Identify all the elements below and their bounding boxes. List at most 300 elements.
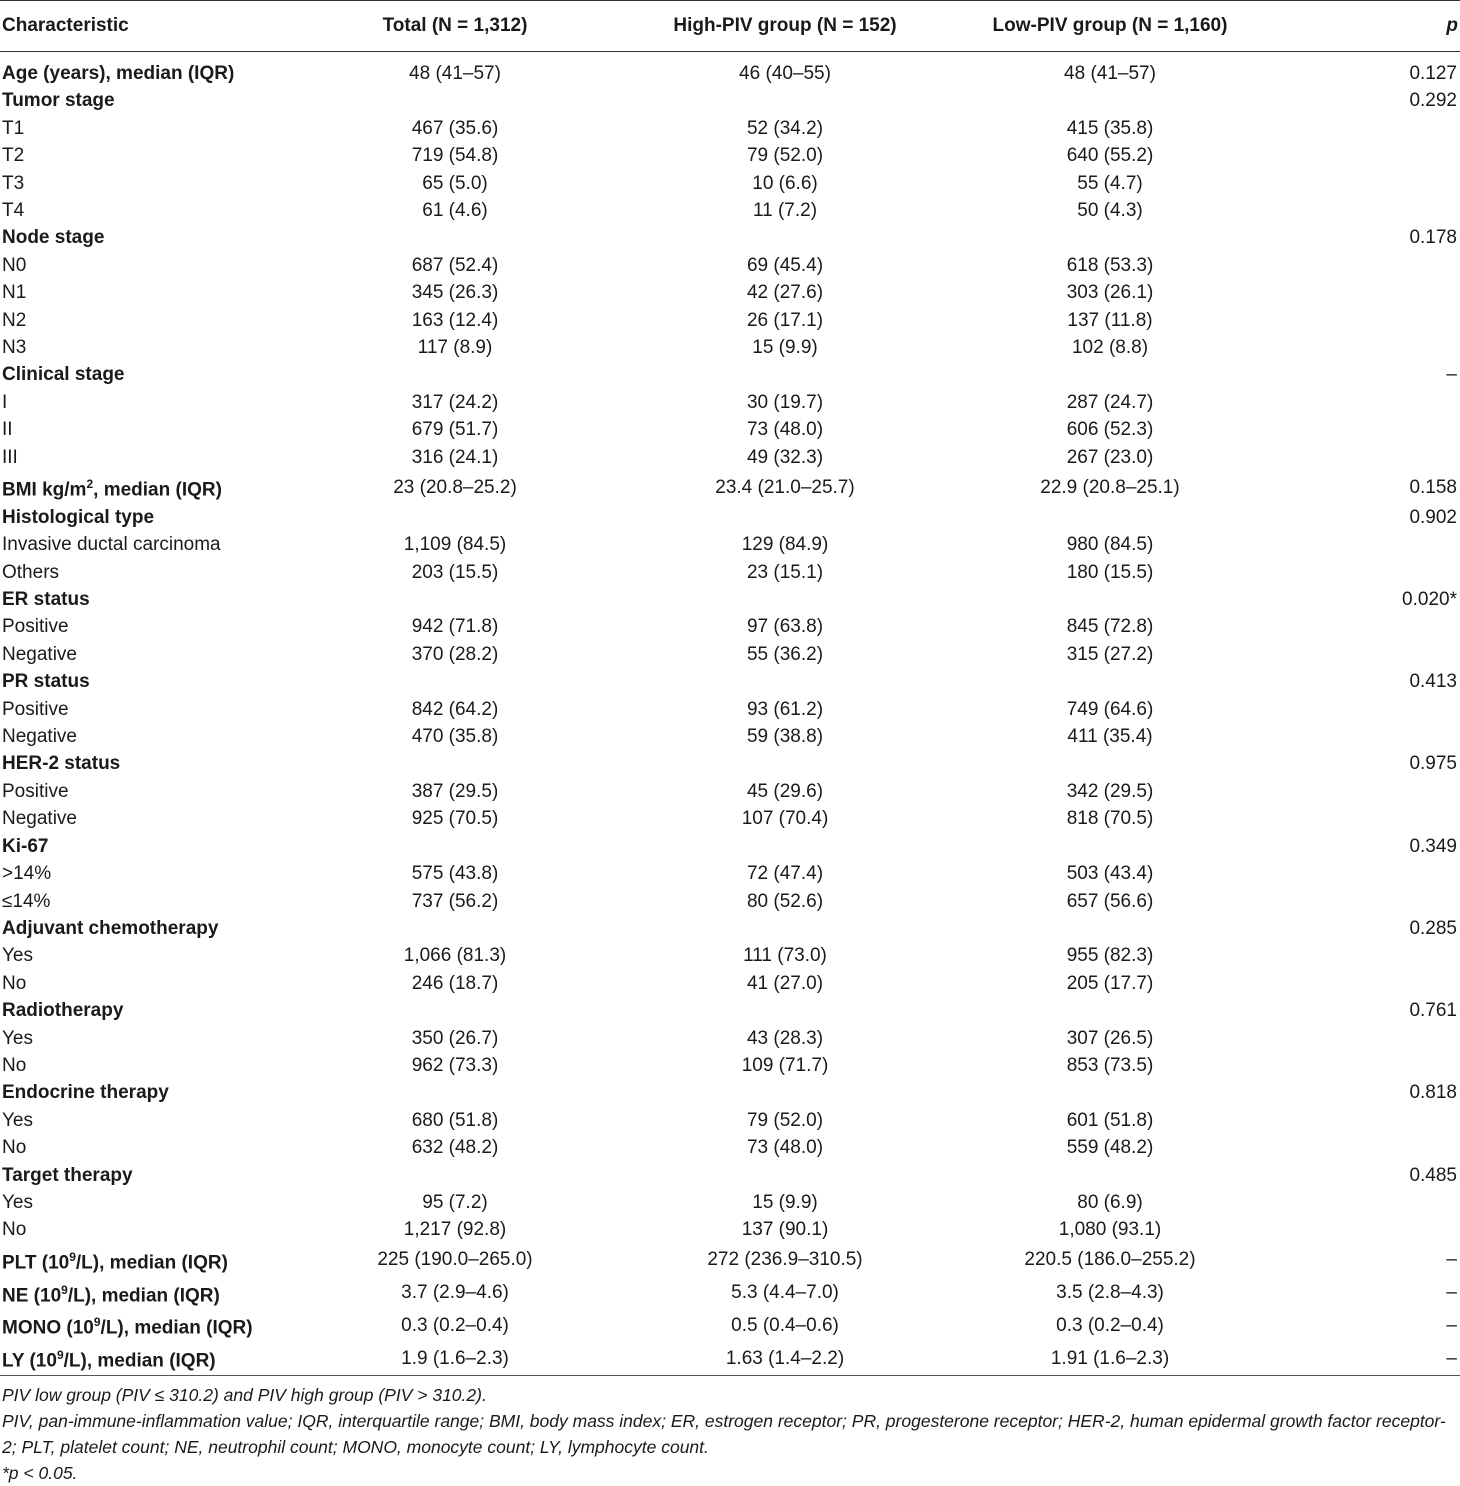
header-spacer — [0, 52, 1460, 61]
table-row — [0, 60, 1460, 87]
row-label — [0, 970, 290, 997]
cell-p-value: 0.127 — [1409, 63, 1457, 84]
row-label — [0, 334, 290, 361]
cell-low-piv: 980 (84.5) — [1066, 534, 1154, 556]
cell-p-value — [1270, 170, 1460, 197]
cell-low-piv: 205 (17.7) — [1066, 972, 1154, 994]
cell-high-piv: 79 (52.0) — [746, 145, 824, 167]
cell-p-value — [1270, 444, 1460, 471]
row-label — [0, 252, 290, 279]
cell-p-value — [1270, 613, 1460, 640]
row-label — [0, 915, 290, 942]
cell-high-piv — [620, 915, 950, 942]
cell-high-piv: 93 (61.2) — [746, 698, 824, 720]
cell-low-piv: 102 (8.8) — [1071, 337, 1149, 359]
row-label-text: Positive — [2, 698, 69, 720]
row-label-superscript: 9 — [93, 1315, 101, 1330]
cell-total: 117 (8.9) — [417, 337, 493, 359]
row-label — [0, 416, 290, 443]
cell-high-piv — [620, 668, 950, 695]
cell-low-piv — [950, 833, 1270, 860]
row-label-text: Node stage — [2, 227, 105, 249]
cell-high-piv: 109 (71.7) — [741, 1054, 829, 1076]
cell-p-value — [1270, 389, 1460, 416]
row-label — [0, 224, 290, 251]
row-label-text: N2 — [2, 309, 27, 331]
row-label — [0, 60, 290, 87]
cell-p-value: 0.761 — [1409, 1000, 1457, 1022]
row-label-text: LY (10 — [2, 1350, 57, 1372]
row-label — [0, 1309, 290, 1342]
cell-high-piv: 10 (6.6) — [752, 172, 818, 194]
cell-low-piv — [950, 997, 1270, 1024]
table-row — [0, 1189, 1460, 1216]
row-label — [0, 559, 290, 586]
row-label — [0, 1134, 290, 1161]
row-label — [0, 1162, 290, 1189]
cell-total: 387 (29.5) — [411, 780, 499, 802]
header-row — [0, 1, 1460, 52]
table-row — [0, 970, 1460, 997]
table-row — [0, 87, 1460, 114]
table-row — [0, 389, 1460, 416]
table-row — [0, 668, 1460, 695]
cell-total: 467 (35.6) — [411, 117, 499, 139]
row-label-text: Positive — [2, 616, 69, 638]
cell-total: 3.7 (2.9–4.6) — [401, 1282, 509, 1304]
row-label-text: T2 — [2, 145, 25, 167]
row-label-text: T4 — [2, 200, 25, 222]
cell-low-piv: 3.5 (2.8–4.3) — [1056, 1282, 1164, 1304]
cell-p-value: 0.285 — [1409, 917, 1457, 939]
row-label-text: Negative — [2, 726, 77, 748]
cell-p-value — [1270, 641, 1460, 668]
row-label-suffix: /L), median (IQR) — [100, 1317, 253, 1339]
cell-p-value — [1270, 559, 1460, 586]
cell-low-piv: 749 (64.6) — [1066, 698, 1154, 720]
cell-high-piv: 5.3 (4.4–7.0) — [731, 1282, 839, 1304]
cell-low-piv: 845 (72.8) — [1066, 616, 1154, 638]
table-row — [0, 723, 1460, 750]
row-label-text: Yes — [2, 1109, 33, 1131]
row-label — [0, 723, 290, 750]
row-label — [0, 696, 290, 723]
row-label-text: BMI kg/m — [2, 479, 87, 501]
cell-high-piv: 272 (236.9–310.5) — [707, 1249, 863, 1271]
cell-p-value — [1270, 279, 1460, 306]
row-label — [0, 888, 290, 915]
table-row — [0, 361, 1460, 388]
cell-total: 1,217 (92.8) — [403, 1219, 507, 1241]
cell-total: 0.3 (0.2–0.4) — [401, 1314, 509, 1336]
cell-p-value — [1270, 805, 1460, 832]
row-label — [0, 860, 290, 887]
cell-total: 345 (26.3) — [411, 282, 499, 304]
row-label-text: Tumor stage — [2, 90, 115, 112]
row-label-text: >14% — [2, 863, 52, 885]
cell-high-piv — [620, 87, 950, 114]
cell-low-piv: 307 (26.5) — [1066, 1027, 1154, 1049]
row-label-text: No — [2, 1054, 27, 1076]
row-label-text: NE (10 — [2, 1284, 62, 1306]
cell-high-piv: 45 (29.6) — [746, 780, 824, 802]
table-row — [0, 279, 1460, 306]
cell-p-value: 0.485 — [1409, 1164, 1457, 1186]
column-header-high-piv: High-PIV group (N = 152) — [620, 1, 950, 52]
cell-low-piv: 50 (4.3) — [1077, 200, 1143, 222]
row-label-suffix: , median (IQR) — [93, 479, 222, 501]
cell-low-piv: 220.5 (186.0–255.2) — [1024, 1249, 1196, 1271]
row-label — [0, 613, 290, 640]
cell-low-piv — [950, 504, 1270, 531]
row-label-text: Negative — [2, 643, 77, 665]
row-label — [0, 641, 290, 668]
table-row — [0, 696, 1460, 723]
cell-high-piv: 41 (27.0) — [746, 972, 824, 994]
cell-total — [290, 361, 620, 388]
table-row — [0, 1107, 1460, 1134]
row-label — [0, 1079, 290, 1106]
row-label — [0, 778, 290, 805]
row-label — [0, 170, 290, 197]
cell-low-piv: 315 (27.2) — [1066, 643, 1154, 665]
cell-total: 370 (28.2) — [411, 643, 499, 665]
cell-total — [290, 915, 620, 942]
cell-total: 1,109 (84.5) — [403, 534, 507, 556]
cell-total: 48 (41–57) — [409, 63, 501, 84]
cell-high-piv: 80 (52.6) — [746, 890, 824, 912]
cell-high-piv: 15 (9.9) — [752, 1191, 818, 1213]
row-label-text: No — [2, 1219, 27, 1241]
cell-high-piv: 30 (19.7) — [746, 391, 824, 413]
row-label-superscript: 9 — [61, 1282, 68, 1297]
cell-low-piv: 22.9 (20.8–25.1) — [1040, 476, 1180, 498]
cell-total: 687 (52.4) — [411, 254, 499, 276]
table-row — [0, 1277, 1460, 1310]
table-row — [0, 416, 1460, 443]
cell-p-value — [1270, 942, 1460, 969]
cell-low-piv: 559 (48.2) — [1066, 1137, 1154, 1159]
table-row — [0, 471, 1460, 504]
cell-total: 95 (7.2) — [422, 1191, 488, 1213]
cell-total: 679 (51.7) — [411, 419, 499, 441]
row-label-text: MONO (10 — [2, 1317, 94, 1339]
row-label-text: PLT (10 — [2, 1252, 70, 1274]
row-label-text: Yes — [2, 1027, 33, 1049]
row-label-superscript: 9 — [69, 1249, 76, 1264]
cell-low-piv: 303 (26.1) — [1066, 282, 1154, 304]
row-label — [0, 115, 290, 142]
cell-total — [290, 87, 620, 114]
cell-total: 1,066 (81.3) — [403, 945, 507, 967]
cell-p-value: – — [1446, 364, 1457, 386]
footnote-abbreviations: PIV, pan-immune-inflammation value; IQR, interquartile range; BMI, body mass index; ER, estrogen receptor; PR, progesterone receptor; HER-2, human epidermal growth factor receptor-2; PLT, platelet count; NE, neutrophil count; MONO, monocyte count; LY, lymphocyte count. — [2, 1410, 1446, 1457]
row-label — [0, 197, 290, 224]
cell-high-piv: 73 (48.0) — [746, 1137, 824, 1159]
table-row — [0, 252, 1460, 279]
cell-high-piv: 69 (45.4) — [746, 254, 824, 276]
row-label-text: III — [2, 446, 18, 468]
cell-total: 719 (54.8) — [411, 145, 499, 167]
cell-total: 680 (51.8) — [411, 1109, 499, 1131]
row-label-text: Endocrine therapy — [2, 1082, 169, 1104]
row-label — [0, 307, 290, 334]
cell-high-piv: 23.4 (21.0–25.7) — [715, 476, 855, 498]
row-label-text: Clinical stage — [2, 364, 125, 386]
cell-low-piv: 411 (35.4) — [1067, 726, 1153, 748]
cell-total: 942 (71.8) — [411, 616, 499, 638]
cell-high-piv: 72 (47.4) — [746, 863, 824, 885]
cell-p-value — [1270, 860, 1460, 887]
cell-low-piv — [950, 586, 1270, 613]
cell-p-value — [1270, 1025, 1460, 1052]
cell-high-piv: 55 (36.2) — [746, 643, 824, 665]
cell-low-piv: 287 (24.7) — [1066, 391, 1154, 413]
cell-total: 842 (64.2) — [411, 698, 499, 720]
cell-high-piv: 43 (28.3) — [746, 1027, 824, 1049]
cell-total — [290, 586, 620, 613]
column-header-low-piv: Low-PIV group (N = 1,160) — [950, 1, 1270, 52]
footnote-significance: *p < 0.05. — [2, 1462, 78, 1483]
row-label — [0, 586, 290, 613]
row-label-text: Yes — [2, 945, 33, 967]
table-row — [0, 1309, 1460, 1342]
cell-low-piv — [950, 361, 1270, 388]
row-label — [0, 504, 290, 531]
cell-high-piv: 42 (27.6) — [746, 282, 824, 304]
cell-high-piv — [620, 997, 950, 1024]
cell-total — [290, 750, 620, 777]
row-label-text: No — [2, 972, 27, 994]
row-label — [0, 942, 290, 969]
cell-p-value — [1270, 970, 1460, 997]
row-label-text: Others — [2, 561, 60, 583]
table-row — [0, 224, 1460, 251]
cell-high-piv: 0.5 (0.4–0.6) — [731, 1314, 839, 1336]
cell-total: 61 (4.6) — [422, 200, 488, 222]
cell-p-value: 0.292 — [1409, 90, 1457, 112]
cell-p-value: 0.158 — [1409, 476, 1457, 498]
row-label — [0, 1277, 290, 1310]
cell-total — [290, 833, 620, 860]
cell-total: 575 (43.8) — [411, 863, 499, 885]
row-label — [0, 1025, 290, 1052]
cell-high-piv — [620, 361, 950, 388]
cell-p-value — [1270, 1107, 1460, 1134]
cell-high-piv: 79 (52.0) — [746, 1109, 824, 1131]
cell-low-piv: 1,080 (93.1) — [1058, 1219, 1162, 1241]
cell-p-value — [1270, 888, 1460, 915]
cell-low-piv: 55 (4.7) — [1077, 172, 1143, 194]
cell-high-piv: 49 (32.3) — [746, 446, 824, 468]
cell-p-value — [1270, 1134, 1460, 1161]
cell-p-value: – — [1446, 1314, 1457, 1336]
table-row — [0, 778, 1460, 805]
table-row — [0, 1079, 1460, 1106]
table-row — [0, 1342, 1460, 1375]
cell-high-piv: 107 (70.4) — [741, 808, 829, 830]
row-label-text: PR status — [2, 671, 90, 693]
row-label-text: ≤14% — [2, 890, 51, 912]
cell-high-piv: 23 (15.1) — [746, 561, 824, 583]
cell-high-piv — [620, 1162, 950, 1189]
table-row — [0, 1162, 1460, 1189]
cell-low-piv — [950, 1162, 1270, 1189]
cell-low-piv: 1.91 (1.6–2.3) — [950, 1342, 1270, 1375]
cell-total — [290, 668, 620, 695]
table-row — [0, 586, 1460, 613]
cell-p-value — [1270, 252, 1460, 279]
row-label — [0, 668, 290, 695]
row-label-text: Age (years), median (IQR) — [2, 63, 235, 84]
cell-total: 203 (15.5) — [411, 561, 499, 583]
row-label — [0, 833, 290, 860]
cell-high-piv: 1.63 (1.4–2.2) — [620, 1342, 950, 1375]
table-row — [0, 334, 1460, 361]
table-footnotes — [0, 1376, 1460, 1486]
cell-p-value — [1270, 696, 1460, 723]
cell-p-value: – — [1446, 1282, 1457, 1304]
row-label — [0, 1216, 290, 1243]
cell-total: 23 (20.8–25.2) — [393, 476, 517, 498]
row-label-text: N3 — [2, 337, 27, 359]
cell-total: 225 (190.0–265.0) — [377, 1249, 533, 1271]
cell-low-piv: 180 (15.5) — [1066, 561, 1154, 583]
cell-high-piv: 129 (84.9) — [741, 534, 829, 556]
row-label-suffix: /L), median (IQR) — [63, 1350, 216, 1372]
table-row — [0, 142, 1460, 169]
cell-high-piv: 73 (48.0) — [746, 419, 824, 441]
column-header-p: p — [1270, 1, 1460, 52]
cell-low-piv: 415 (35.8) — [1066, 117, 1154, 139]
cell-p-value — [1270, 1216, 1460, 1243]
row-label — [0, 444, 290, 471]
cell-total: 1.9 (1.6–2.3) — [290, 1342, 620, 1375]
table-row — [0, 1052, 1460, 1079]
table-row — [0, 1216, 1460, 1243]
cell-p-value — [1270, 307, 1460, 334]
table-row — [0, 531, 1460, 558]
cell-high-piv — [620, 833, 950, 860]
cell-total: 470 (35.8) — [411, 726, 499, 748]
row-label — [0, 1107, 290, 1134]
cell-high-piv — [620, 224, 950, 251]
cell-low-piv: 342 (29.5) — [1066, 780, 1154, 802]
cell-p-value: 0.413 — [1409, 671, 1457, 693]
row-label — [0, 1342, 290, 1375]
row-label-text: N1 — [2, 282, 27, 304]
table-row — [0, 833, 1460, 860]
table-row — [0, 613, 1460, 640]
cell-total: 350 (26.7) — [411, 1027, 499, 1049]
cell-high-piv: 59 (38.8) — [746, 726, 824, 748]
cell-low-piv: 606 (52.3) — [1066, 419, 1154, 441]
row-label — [0, 805, 290, 832]
cell-high-piv — [620, 504, 950, 531]
table-row — [0, 997, 1460, 1024]
table-row — [0, 170, 1460, 197]
cell-p-value — [1270, 115, 1460, 142]
row-label-text: Negative — [2, 808, 77, 830]
row-label — [0, 1052, 290, 1079]
cell-total — [290, 997, 620, 1024]
row-label — [0, 471, 290, 504]
table-row — [0, 1134, 1460, 1161]
cell-p-value: 0.178 — [1409, 227, 1457, 249]
row-label-text: Ki-67 — [2, 835, 49, 857]
row-label-text: No — [2, 1137, 27, 1159]
cell-low-piv: 503 (43.4) — [1066, 863, 1154, 885]
cell-high-piv: 52 (34.2) — [746, 117, 824, 139]
row-label — [0, 750, 290, 777]
cell-p-value: 0.349 — [1409, 835, 1457, 857]
table-row — [0, 1244, 1460, 1277]
cell-p-value — [1270, 1189, 1460, 1216]
cell-p-value — [1270, 142, 1460, 169]
row-label-text: ER status — [2, 589, 90, 611]
row-label — [0, 361, 290, 388]
row-label — [0, 1189, 290, 1216]
row-label-text: Yes — [2, 1191, 33, 1213]
cell-low-piv: 267 (23.0) — [1066, 446, 1154, 468]
table-row — [0, 197, 1460, 224]
cell-total: 962 (73.3) — [411, 1054, 499, 1076]
table-row — [0, 888, 1460, 915]
cell-total: 925 (70.5) — [411, 808, 499, 830]
table-row — [0, 559, 1460, 586]
row-label-text: T1 — [2, 117, 25, 139]
cell-p-value — [1270, 531, 1460, 558]
table-row — [0, 1025, 1460, 1052]
cell-high-piv — [620, 586, 950, 613]
cell-p-value — [1270, 416, 1460, 443]
cell-p-value — [1270, 197, 1460, 224]
cell-total: 316 (24.1) — [411, 446, 499, 468]
row-label — [0, 997, 290, 1024]
cell-p-value: 0.818 — [1409, 1082, 1457, 1104]
row-label-text: Histological type — [2, 506, 155, 528]
row-label-text: T3 — [2, 172, 25, 194]
cell-p-value: 0.020* — [1402, 589, 1457, 611]
row-label-text: Positive — [2, 780, 69, 802]
row-label-superscript: 9 — [56, 1348, 64, 1362]
table-body — [0, 52, 1460, 1376]
cell-high-piv: 46 (40–55) — [739, 63, 831, 84]
cell-low-piv: 657 (56.6) — [1066, 890, 1154, 912]
row-label — [0, 279, 290, 306]
cell-total — [290, 1079, 620, 1106]
row-label-text: Target therapy — [2, 1164, 133, 1186]
table-row — [0, 915, 1460, 942]
row-label-suffix: /L), median (IQR) — [75, 1252, 228, 1274]
cell-low-piv: 601 (51.8) — [1066, 1109, 1154, 1131]
table-row — [0, 750, 1460, 777]
cell-low-piv — [950, 668, 1270, 695]
cell-p-value — [1270, 334, 1460, 361]
cell-high-piv: 137 (90.1) — [741, 1219, 829, 1241]
footnote-piv-groups: PIV low group (PIV ≤ 310.2) and PIV high group (PIV > 310.2). — [2, 1384, 487, 1405]
table-row — [0, 444, 1460, 471]
table-row — [0, 307, 1460, 334]
row-label-text: Radiotherapy — [2, 1000, 124, 1022]
cell-p-value: 0.975 — [1409, 753, 1457, 775]
cell-low-piv: 818 (70.5) — [1066, 808, 1154, 830]
cell-total: 632 (48.2) — [411, 1137, 499, 1159]
table-row — [0, 115, 1460, 142]
row-label — [0, 142, 290, 169]
table-row — [0, 860, 1460, 887]
cell-p-value — [1270, 723, 1460, 750]
